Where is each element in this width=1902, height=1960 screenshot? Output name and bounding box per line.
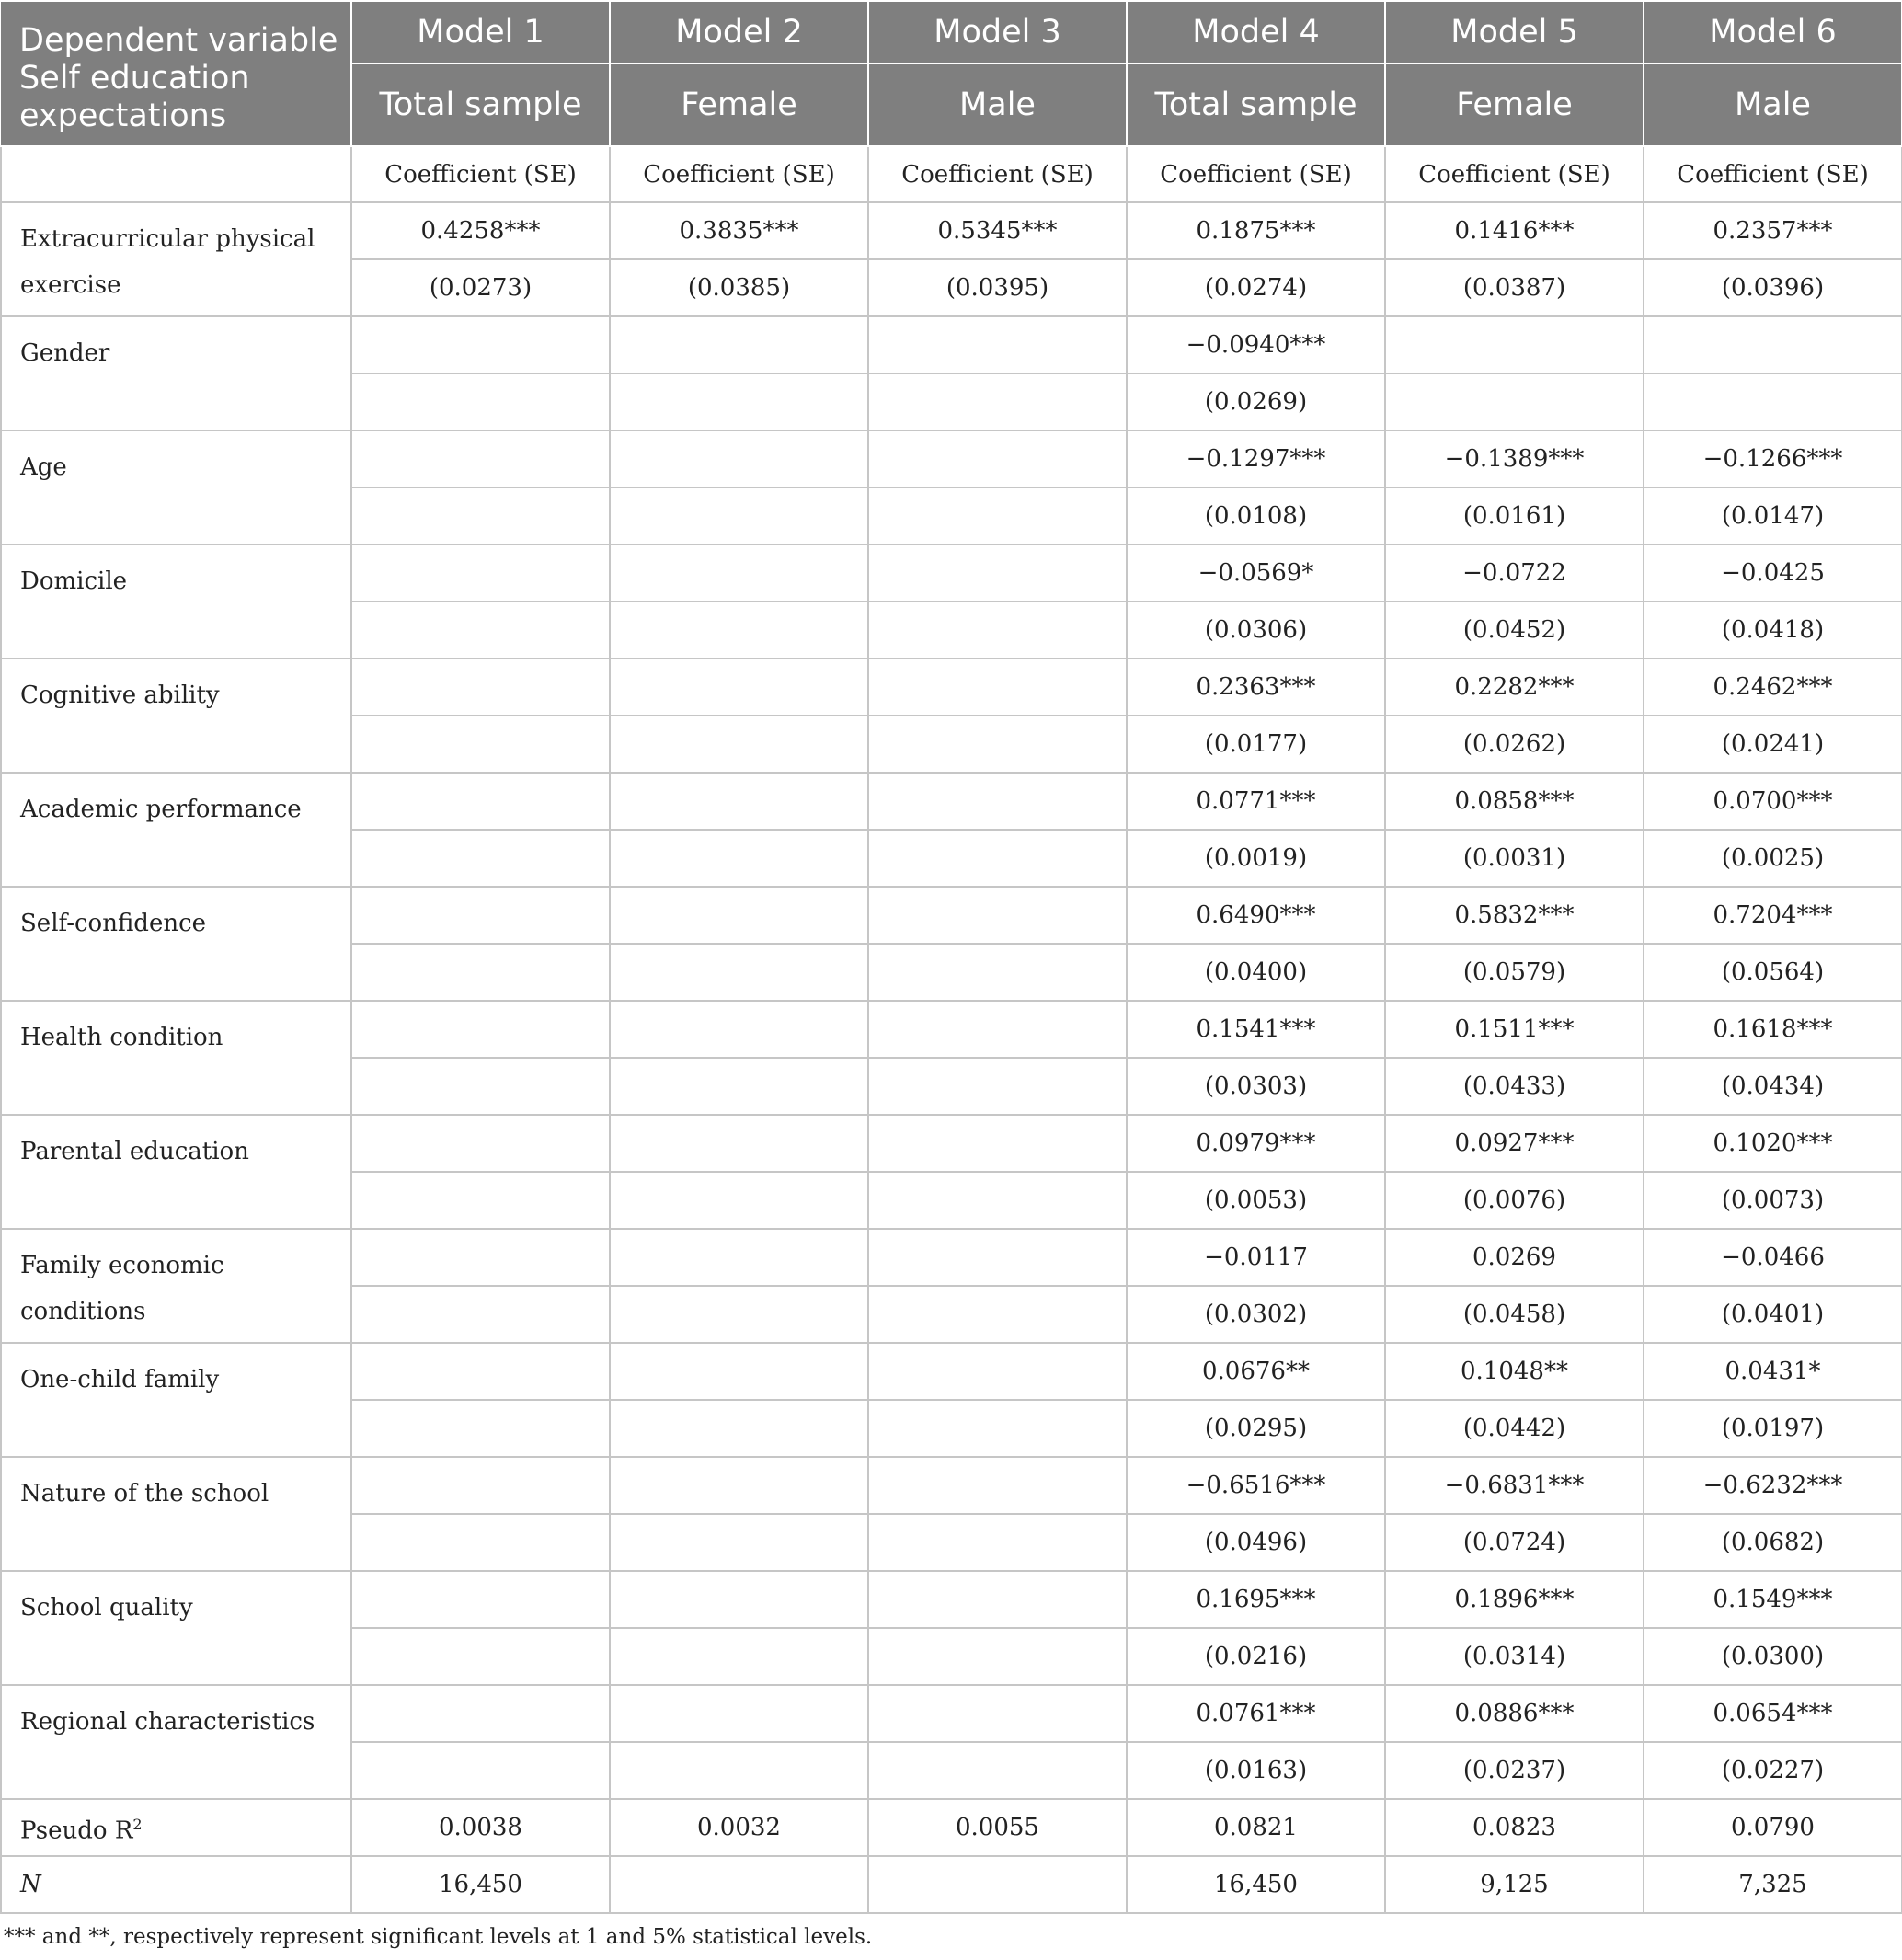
coefficient-cell: 0.0858*** [1385, 773, 1644, 830]
standard-error-cell [868, 830, 1127, 887]
standard-error-cell [610, 716, 868, 773]
table-row-coefficient [1, 773, 1902, 830]
table-row-coefficient [1, 1001, 1902, 1058]
standard-error-cell [351, 1286, 610, 1343]
coefficient-cell: 0.1875*** [1127, 202, 1385, 259]
variable-label: Age [1, 430, 351, 544]
standard-error-cell: (0.0401) [1644, 1286, 1902, 1343]
standard-error-cell: (0.0385) [610, 259, 868, 316]
standard-error-cell: (0.0306) [1127, 602, 1385, 659]
coefficient-cell: −0.0569* [1127, 544, 1385, 602]
coefficient-cell [610, 1457, 868, 1514]
standard-error-cell: (0.0227) [1644, 1742, 1902, 1799]
coefficient-cell: 0.0771*** [1127, 773, 1385, 830]
coefficient-cell [351, 1115, 610, 1172]
coefficient-cell [868, 1685, 1127, 1742]
standard-error-cell: (0.0314) [1385, 1628, 1644, 1685]
standard-error-cell: (0.0147) [1644, 487, 1902, 544]
standard-error-cell: (0.0433) [1385, 1058, 1644, 1115]
coefficient-cell [868, 773, 1127, 830]
coefficient-cell [610, 430, 868, 487]
standard-error-cell [868, 1172, 1127, 1229]
coefficient-cell [351, 1229, 610, 1286]
variable-label: Gender [1, 316, 351, 430]
standard-error-cell [868, 1628, 1127, 1685]
coefficient-cell [351, 1571, 610, 1628]
coefficient-cell [610, 659, 868, 716]
model-name-header: Model 4 [1127, 1, 1385, 63]
standard-error-cell: (0.0269) [1127, 373, 1385, 430]
standard-error-cell: (0.0237) [1385, 1742, 1644, 1799]
variable-label: Academic performance [1, 773, 351, 887]
coefficient-cell: −0.0722 [1385, 544, 1644, 602]
standard-error-cell [610, 944, 868, 1001]
standard-error-cell: (0.0076) [1385, 1172, 1644, 1229]
coefficient-cell [868, 1115, 1127, 1172]
standard-error-cell [351, 944, 610, 1001]
model-sample-header: Female [610, 63, 868, 146]
table-row-coefficient [1, 544, 1902, 602]
coefficient-cell: 0.2462*** [1644, 659, 1902, 716]
standard-error-cell: (0.0216) [1127, 1628, 1385, 1685]
coefficient-cell: 0.1511*** [1385, 1001, 1644, 1058]
coefficient-cell [868, 1343, 1127, 1400]
standard-error-cell [351, 1628, 610, 1685]
standard-error-cell [868, 716, 1127, 773]
standard-error-cell: (0.0496) [1127, 1514, 1385, 1571]
coefficient-cell [351, 544, 610, 602]
standard-error-cell: (0.0300) [1644, 1628, 1902, 1685]
coefficient-cell: 0.0927*** [1385, 1115, 1644, 1172]
table-row-coefficient [1, 316, 1902, 373]
standard-error-cell: (0.0019) [1127, 830, 1385, 887]
coefficient-cell: 0.1618*** [1644, 1001, 1902, 1058]
coefficient-cell [868, 544, 1127, 602]
model-name-header: Model 2 [610, 1, 868, 63]
standard-error-cell: (0.0177) [1127, 716, 1385, 773]
coefficient-cell [868, 1229, 1127, 1286]
table-row-coefficient [1, 1571, 1902, 1628]
standard-error-cell [868, 602, 1127, 659]
coefficient-cell: 0.0761*** [1127, 1685, 1385, 1742]
standard-error-cell [351, 602, 610, 659]
coefficient-cell [610, 887, 868, 944]
table-body [1, 146, 1902, 1913]
standard-error-cell [610, 487, 868, 544]
coefficient-cell [610, 1343, 868, 1400]
standard-error-cell: (0.0442) [1385, 1400, 1644, 1457]
coefficient-cell [351, 659, 610, 716]
standard-error-cell: (0.0400) [1127, 944, 1385, 1001]
standard-error-cell [351, 1058, 610, 1115]
standard-error-cell [610, 1628, 868, 1685]
table-row-n [1, 1856, 1902, 1913]
variable-label: Self-confidence [1, 887, 351, 1001]
standard-error-cell: (0.0241) [1644, 716, 1902, 773]
coefficient-cell: 0.0269 [1385, 1229, 1644, 1286]
variable-label: Family economic conditions [1, 1229, 351, 1343]
table-row-coefficient [1, 202, 1902, 259]
standard-error-cell [868, 487, 1127, 544]
coefficient-cell: 0.0654*** [1644, 1685, 1902, 1742]
coefficient-header-cell: Coefficient (SE) [351, 146, 610, 202]
table-row-coefficient [1, 1685, 1902, 1742]
pseudo-r2-cell: 0.0032 [610, 1799, 868, 1856]
coefficient-cell: 0.5345*** [868, 202, 1127, 259]
standard-error-cell: (0.0262) [1385, 716, 1644, 773]
coefficient-cell: 0.1695*** [1127, 1571, 1385, 1628]
standard-error-cell [868, 1514, 1127, 1571]
coefficient-cell [351, 1457, 610, 1514]
standard-error-cell: (0.0025) [1644, 830, 1902, 887]
coefficient-cell [610, 544, 868, 602]
variable-label: Regional characteristics [1, 1685, 351, 1799]
coefficient-cell [351, 887, 610, 944]
standard-error-cell [1385, 373, 1644, 430]
coefficient-cell: −0.0117 [1127, 1229, 1385, 1286]
coefficient-cell [351, 773, 610, 830]
table-row-pseudo-r2 [1, 1799, 1902, 1856]
header-row-models [1, 1, 1902, 63]
pseudo-r2-label-text: Pseudo R [20, 1817, 133, 1845]
coefficient-cell [868, 1457, 1127, 1514]
coefficient-cell: 0.1896*** [1385, 1571, 1644, 1628]
coefficient-cell [868, 887, 1127, 944]
coefficient-cell: −0.1266*** [1644, 430, 1902, 487]
coefficient-header-cell: Coefficient (SE) [1127, 146, 1385, 202]
coefficient-cell: 0.1541*** [1127, 1001, 1385, 1058]
table-row-coefficient [1, 1229, 1902, 1286]
coefficient-cell [1644, 316, 1902, 373]
coefficient-cell: −0.6516*** [1127, 1457, 1385, 1514]
pseudo-r2-cell: 0.0055 [868, 1799, 1127, 1856]
model-sample-header: Male [868, 63, 1127, 146]
coefficient-cell: 0.1020*** [1644, 1115, 1902, 1172]
standard-error-cell: (0.0724) [1385, 1514, 1644, 1571]
coefficient-cell [610, 1229, 868, 1286]
coefficient-cell: 0.0700*** [1644, 773, 1902, 830]
coefficient-cell: 0.5832*** [1385, 887, 1644, 944]
variable-label: Parental education [1, 1115, 351, 1229]
coefficient-cell [610, 316, 868, 373]
variable-label: Domicile [1, 544, 351, 659]
coefficient-cell [610, 1001, 868, 1058]
table-row-coefficient [1, 887, 1902, 944]
model-sample-header: Male [1644, 63, 1902, 146]
coefficient-cell: 0.7204*** [1644, 887, 1902, 944]
standard-error-cell: (0.0031) [1385, 830, 1644, 887]
coefficient-cell [351, 316, 610, 373]
coefficient-cell: 0.1549*** [1644, 1571, 1902, 1628]
standard-error-cell [610, 602, 868, 659]
standard-error-cell [868, 373, 1127, 430]
standard-error-cell: (0.0303) [1127, 1058, 1385, 1115]
standard-error-cell [610, 1400, 868, 1457]
pseudo-r2-cell: 0.0821 [1127, 1799, 1385, 1856]
n-cell [868, 1856, 1127, 1913]
standard-error-cell [351, 830, 610, 887]
standard-error-cell [351, 373, 610, 430]
coefficient-cell: 0.2282*** [1385, 659, 1644, 716]
coefficient-cell: 0.2357*** [1644, 202, 1902, 259]
standard-error-cell: (0.0395) [868, 259, 1127, 316]
table-row-coefficient [1, 1457, 1902, 1514]
coefficient-header-cell: Coefficient (SE) [868, 146, 1127, 202]
model-name-header: Model 6 [1644, 1, 1902, 63]
standard-error-cell: (0.0387) [1385, 259, 1644, 316]
coefficient-cell: −0.0425 [1644, 544, 1902, 602]
standard-error-cell [610, 1058, 868, 1115]
coefficient-cell [1385, 316, 1644, 373]
n-cell: 16,450 [1127, 1856, 1385, 1913]
coefficient-header-cell: Coefficient (SE) [610, 146, 868, 202]
model-sample-header: Total sample [351, 63, 610, 146]
standard-error-cell [868, 1742, 1127, 1799]
standard-error-cell [1644, 373, 1902, 430]
standard-error-cell [610, 1286, 868, 1343]
standard-error-cell [351, 1742, 610, 1799]
coefficient-cell [351, 1685, 610, 1742]
variable-label: Health condition [1, 1001, 351, 1115]
standard-error-cell [868, 1286, 1127, 1343]
table-row-coefficient [1, 430, 1902, 487]
standard-error-cell: (0.0302) [1127, 1286, 1385, 1343]
coefficient-cell [868, 1571, 1127, 1628]
coefficient-cell: −0.6831*** [1385, 1457, 1644, 1514]
standard-error-cell [610, 373, 868, 430]
standard-error-cell: (0.0108) [1127, 487, 1385, 544]
pseudo-r2-cell: 0.0790 [1644, 1799, 1902, 1856]
coefficient-cell: 0.6490*** [1127, 887, 1385, 944]
coefficient-cell [610, 1571, 868, 1628]
standard-error-cell [351, 487, 610, 544]
coefficient-cell [351, 1001, 610, 1058]
standard-error-cell: (0.0295) [1127, 1400, 1385, 1457]
model-name-header: Model 3 [868, 1, 1127, 63]
standard-error-cell: (0.0163) [1127, 1742, 1385, 1799]
pseudo-r2-cell: 0.0038 [351, 1799, 610, 1856]
coefficient-cell [610, 1115, 868, 1172]
coefficient-header-row [1, 146, 1902, 202]
standard-error-cell: (0.0197) [1644, 1400, 1902, 1457]
model-name-header: Model 5 [1385, 1, 1644, 63]
table-footnote: *** and **, respectively represent significant levels at 1 and 5% statistical levels. [4, 1925, 873, 1949]
standard-error-cell: (0.0564) [1644, 944, 1902, 1001]
variable-label: School quality [1, 1571, 351, 1685]
model-sample-header: Total sample [1127, 63, 1385, 146]
pseudo-r2-label [1, 1799, 351, 1856]
n-cell: 9,125 [1385, 1856, 1644, 1913]
standard-error-cell: (0.0073) [1644, 1172, 1902, 1229]
coefficient-header-cell: Coefficient (SE) [1385, 146, 1644, 202]
coefficient-cell: 0.0979*** [1127, 1115, 1385, 1172]
coefficient-cell [868, 316, 1127, 373]
standard-error-cell [610, 1514, 868, 1571]
coefficient-cell: −0.1297*** [1127, 430, 1385, 487]
coefficient-cell [868, 430, 1127, 487]
table-row-coefficient [1, 659, 1902, 716]
variable-label: Extracurricular physical exercise [1, 202, 351, 316]
table-row-coefficient [1, 1115, 1902, 1172]
standard-error-cell [351, 1514, 610, 1571]
standard-error-cell [868, 1058, 1127, 1115]
standard-error-cell [610, 830, 868, 887]
standard-error-cell [868, 944, 1127, 1001]
coefficient-cell [610, 1685, 868, 1742]
coefficient-cell: 0.0676** [1127, 1343, 1385, 1400]
standard-error-cell [351, 1172, 610, 1229]
standard-error-cell: (0.0579) [1385, 944, 1644, 1001]
standard-error-cell: (0.0161) [1385, 487, 1644, 544]
coefficient-cell: −0.1389*** [1385, 430, 1644, 487]
standard-error-cell [351, 1400, 610, 1457]
variable-label: Nature of the school [1, 1457, 351, 1571]
coefficient-header-cell: Coefficient (SE) [1644, 146, 1902, 202]
standard-error-cell: (0.0418) [1644, 602, 1902, 659]
coefficient-cell [868, 659, 1127, 716]
coefficient-cell: 0.1416*** [1385, 202, 1644, 259]
standard-error-cell: (0.0682) [1644, 1514, 1902, 1571]
standard-error-cell [868, 1400, 1127, 1457]
standard-error-cell [351, 716, 610, 773]
pseudo-r2-cell: 0.0823 [1385, 1799, 1644, 1856]
standard-error-cell [610, 1742, 868, 1799]
coefficient-cell: 0.0886*** [1385, 1685, 1644, 1742]
standard-error-cell: (0.0434) [1644, 1058, 1902, 1115]
standard-error-cell: (0.0273) [351, 259, 610, 316]
model-sample-header: Female [1385, 63, 1644, 146]
coefficient-cell: 0.2363*** [1127, 659, 1385, 716]
pseudo-r2-superscript: 2 [132, 1815, 143, 1833]
variable-label: One-child family [1, 1343, 351, 1457]
table-row-coefficient [1, 1343, 1902, 1400]
coefficient-cell [868, 1001, 1127, 1058]
coefficient-cell: −0.0940*** [1127, 316, 1385, 373]
model-name-header: Model 1 [351, 1, 610, 63]
coefficient-cell [351, 1343, 610, 1400]
coefficient-cell: −0.6232*** [1644, 1457, 1902, 1514]
n-cell: 16,450 [351, 1856, 610, 1913]
coefficient-cell [610, 773, 868, 830]
standard-error-cell: (0.0274) [1127, 259, 1385, 316]
variable-label: Cognitive ability [1, 659, 351, 773]
standard-error-cell: (0.0396) [1644, 259, 1902, 316]
standard-error-cell: (0.0053) [1127, 1172, 1385, 1229]
n-label: N [1, 1856, 351, 1913]
n-cell [610, 1856, 868, 1913]
standard-error-cell [610, 1172, 868, 1229]
coefficient-cell [351, 430, 610, 487]
standard-error-cell: (0.0452) [1385, 602, 1644, 659]
coefficient-cell: 0.1048** [1385, 1343, 1644, 1400]
coefficient-cell: 0.4258*** [351, 202, 610, 259]
coefficient-cell: 0.3835*** [610, 202, 868, 259]
standard-error-cell: (0.0458) [1385, 1286, 1644, 1343]
dependent-variable-header: Dependent variable Self education expectations [1, 1, 351, 146]
coefficient-cell: −0.0466 [1644, 1229, 1902, 1286]
n-cell: 7,325 [1644, 1856, 1902, 1913]
coefficient-cell: 0.0431* [1644, 1343, 1902, 1400]
empty-cell [1, 146, 351, 202]
